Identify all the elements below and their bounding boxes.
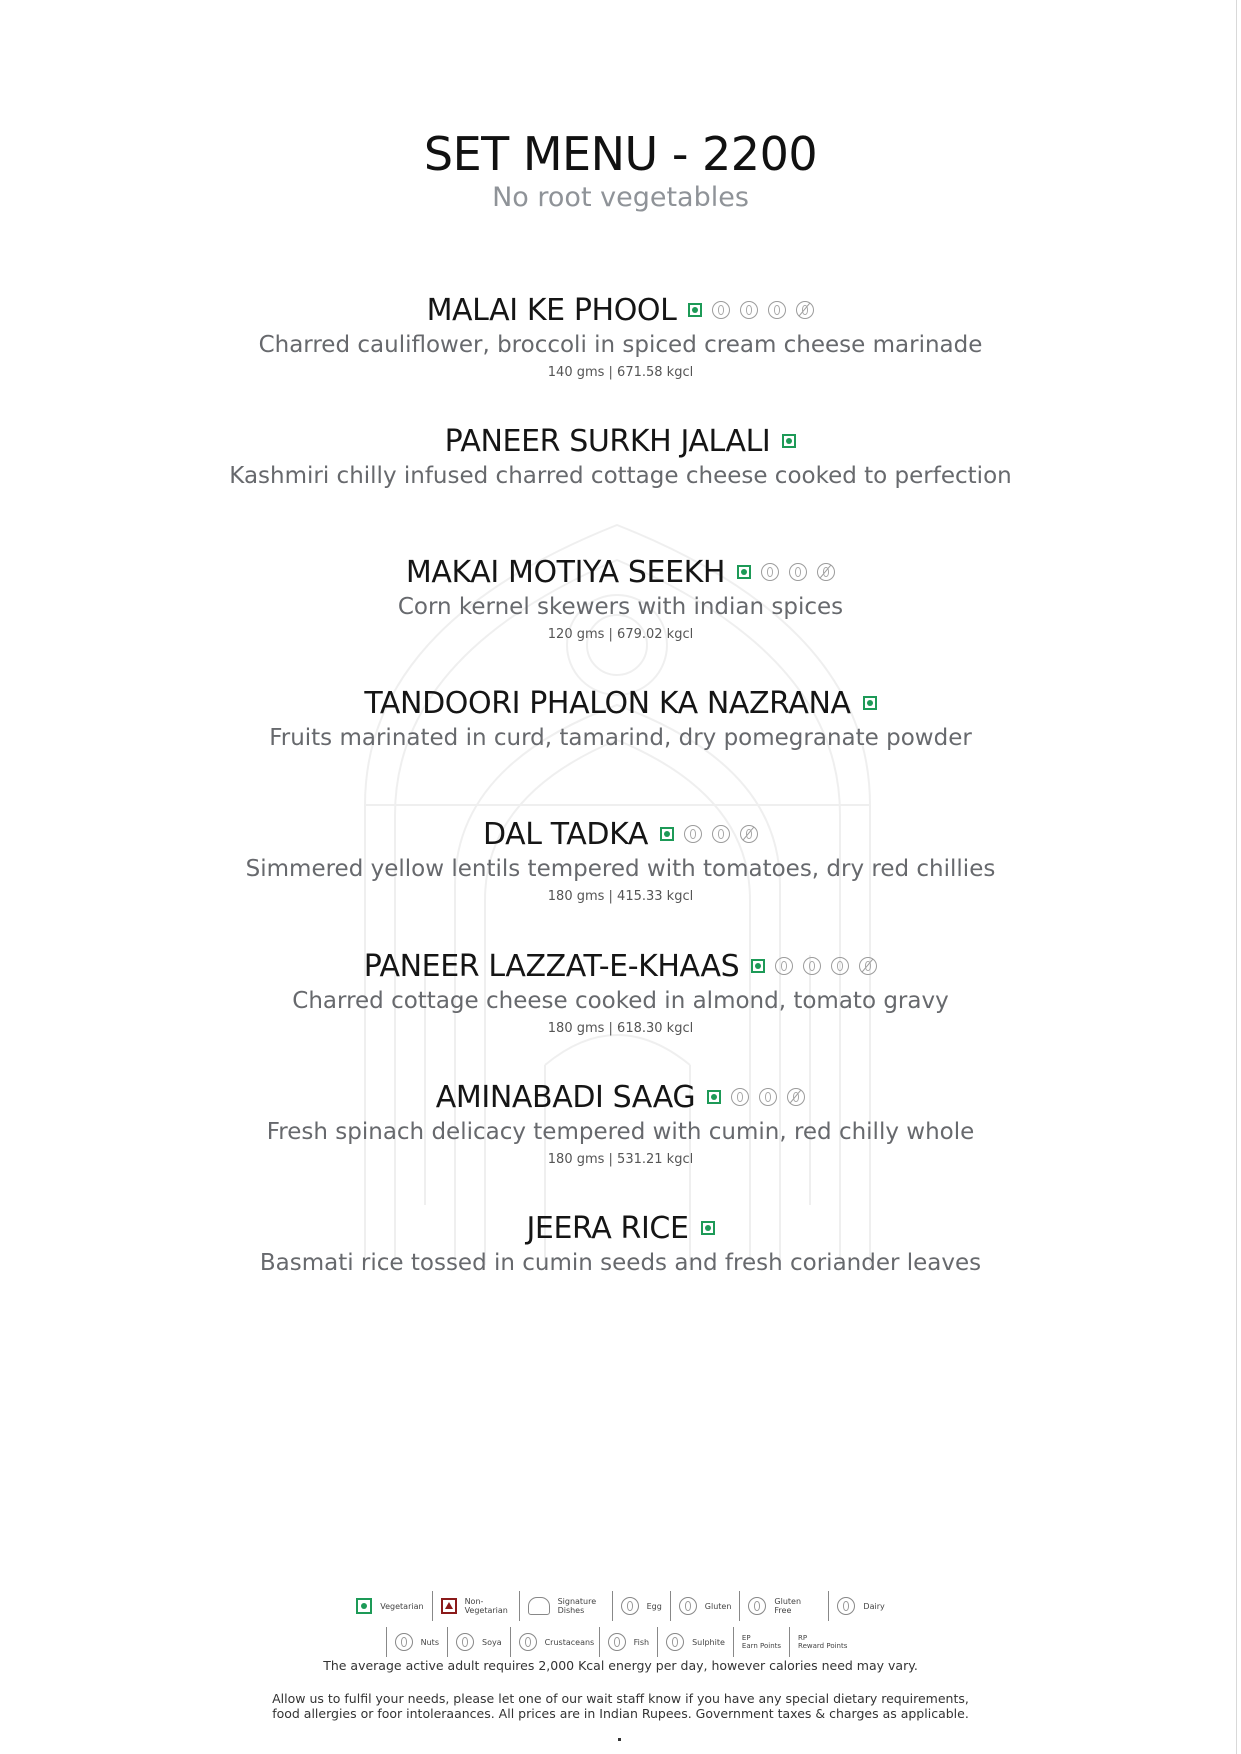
dietary-legend-row-2 (0, 1626, 1241, 1658)
gluten-icon (731, 1088, 749, 1106)
item-name: PANEER LAZZAT-E-KHAAS (363, 948, 740, 984)
gluten-icon (761, 563, 779, 581)
gluten-icon (712, 301, 730, 319)
item-name: TANDOORI PHALON KA NAZRANA (364, 685, 851, 721)
non-veg-icon (441, 1598, 457, 1614)
gluten-free-icon (817, 563, 835, 581)
crustacean-icon (519, 1633, 537, 1651)
nuts-icon (803, 957, 821, 975)
legend-item (733, 1627, 789, 1657)
egg-icon (621, 1597, 639, 1615)
soya-icon (789, 563, 807, 581)
legend-label: Fish (633, 1637, 650, 1647)
menu-item (0, 1208, 1241, 1278)
legend-label: Sulphite (692, 1637, 725, 1647)
legend-item (828, 1591, 892, 1621)
legend-item (739, 1591, 828, 1621)
item-portion: 120 gms | 679.02 kgcl (547, 627, 694, 642)
item-portion: 140 gms | 671.58 kgcl (547, 365, 694, 380)
gluten-free-icon (740, 825, 758, 843)
gluten-free-icon (787, 1088, 805, 1106)
item-description: Fresh spinach delicacy tempered with cumin, red chilly whole (266, 1119, 975, 1145)
allergy-note-line-1: Allow us to fulfil your needs, please let one of our wait staff know if you have any special dietary requirements, (272, 1691, 969, 1706)
legend-item (432, 1591, 519, 1621)
legend-item (789, 1627, 855, 1657)
item-description: Charred cauliflower, broccoli in spiced cream cheese marinade (258, 332, 983, 358)
nuts-icon (740, 301, 758, 319)
legend-label: Earn Points (741, 1642, 782, 1650)
legend-label: Soya (481, 1637, 502, 1647)
legend-abbr: RP (798, 1634, 808, 1642)
chef-hat-icon (528, 1597, 550, 1615)
menu-item (0, 421, 1241, 491)
dairy-icon (837, 1597, 855, 1615)
menu-item (0, 683, 1241, 753)
menu-item (0, 814, 1241, 907)
veg-icon (660, 827, 674, 841)
gluten-free-icon (859, 957, 877, 975)
legend-label: Reward Points (798, 1642, 848, 1650)
menu-subtitle: No root vegetables (492, 182, 749, 213)
legend-item (510, 1627, 599, 1657)
legend-label: Crustaceans (544, 1637, 595, 1647)
page-marker-dot (618, 1738, 621, 1741)
item-portion: 180 gms | 415.33 kgcl (547, 889, 694, 904)
gluten-icon (775, 957, 793, 975)
menu-item (0, 946, 1241, 1039)
dietary-legend (0, 1588, 1241, 1624)
legend-item (657, 1627, 733, 1657)
item-name: JEERA RICE (526, 1210, 689, 1246)
menu-item (0, 1077, 1241, 1170)
veg-icon (701, 1221, 715, 1235)
soya-icon (456, 1633, 474, 1651)
soya-icon (759, 1088, 777, 1106)
legend-abbr: EP (741, 1634, 751, 1642)
legend-label: Gluten Free (774, 1597, 802, 1615)
legend-label: Signature Dishes (557, 1597, 597, 1615)
item-description: Basmati rice tossed in cumin seeds and fresh coriander leaves (259, 1250, 982, 1276)
allergy-note-line-2: food allergies or foor intoleraances. All prices are in Indian Rupees. Government taxes & charges as applicable. (272, 1706, 969, 1721)
veg-icon (863, 696, 877, 710)
sulphite-icon (666, 1633, 684, 1651)
nuts-icon (395, 1633, 413, 1651)
item-name: AMINABADI SAAG (435, 1079, 696, 1115)
veg-icon (707, 1090, 721, 1104)
veg-icon (751, 959, 765, 973)
legend-label: Egg (646, 1601, 662, 1611)
legend-item (348, 1591, 431, 1621)
reward-points-abbr (798, 1634, 847, 1650)
item-description: Corn kernel skewers with indian spices (397, 594, 844, 620)
soya-icon (831, 957, 849, 975)
gluten-icon (679, 1597, 697, 1615)
legend-item (670, 1591, 740, 1621)
legend-label: Gluten (704, 1601, 732, 1611)
legend-item (612, 1591, 670, 1621)
item-name: MALAI KE PHOOL (426, 292, 677, 328)
veg-icon (688, 303, 702, 317)
legend-label: Nuts (420, 1637, 439, 1647)
menu-title: SET MENU - 2200 (423, 127, 818, 181)
veg-icon (356, 1598, 372, 1614)
item-description: Simmered yellow lentils tempered with tomatoes, dry red chillies (245, 856, 996, 882)
item-name: PANEER SURKH JALALI (444, 423, 771, 459)
legend-item (519, 1591, 612, 1621)
earn-points-abbr (742, 1634, 781, 1650)
menu-item (0, 290, 1241, 383)
item-description: Charred cottage cheese cooked in almond, tomato gravy (292, 988, 949, 1014)
legend-item (599, 1627, 657, 1657)
menu-item (0, 552, 1241, 645)
item-portion: 180 gms | 531.21 kgcl (547, 1152, 694, 1167)
legend-label: Non-Vegetarian (464, 1597, 508, 1615)
legend-item (447, 1627, 510, 1657)
energy-note: The average active adult requires 2,000 Kcal energy per day, however calories need may vary. (323, 1658, 918, 1673)
gluten-free-icon (748, 1597, 766, 1615)
legend-label: Vegetarian (380, 1601, 424, 1611)
gluten-icon (684, 825, 702, 843)
item-portion: 180 gms | 618.30 kgcl (547, 1021, 694, 1036)
fish-icon (608, 1633, 626, 1651)
veg-icon (737, 565, 751, 579)
item-name: DAL TADKA (482, 816, 649, 852)
item-description: Kashmiri chilly infused charred cottage cheese cooked to perfection (229, 463, 1012, 489)
item-description: Fruits marinated in curd, tamarind, dry pomegranate powder (269, 725, 972, 751)
allergy-note (0, 1691, 1241, 1721)
item-name: MAKAI MOTIYA SEEKH (405, 554, 726, 590)
gluten-free-icon (796, 301, 814, 319)
legend-label: Dairy (863, 1601, 885, 1611)
soya-icon (768, 301, 786, 319)
legend-item (386, 1627, 447, 1657)
soya-icon (712, 825, 730, 843)
veg-icon (782, 434, 796, 448)
